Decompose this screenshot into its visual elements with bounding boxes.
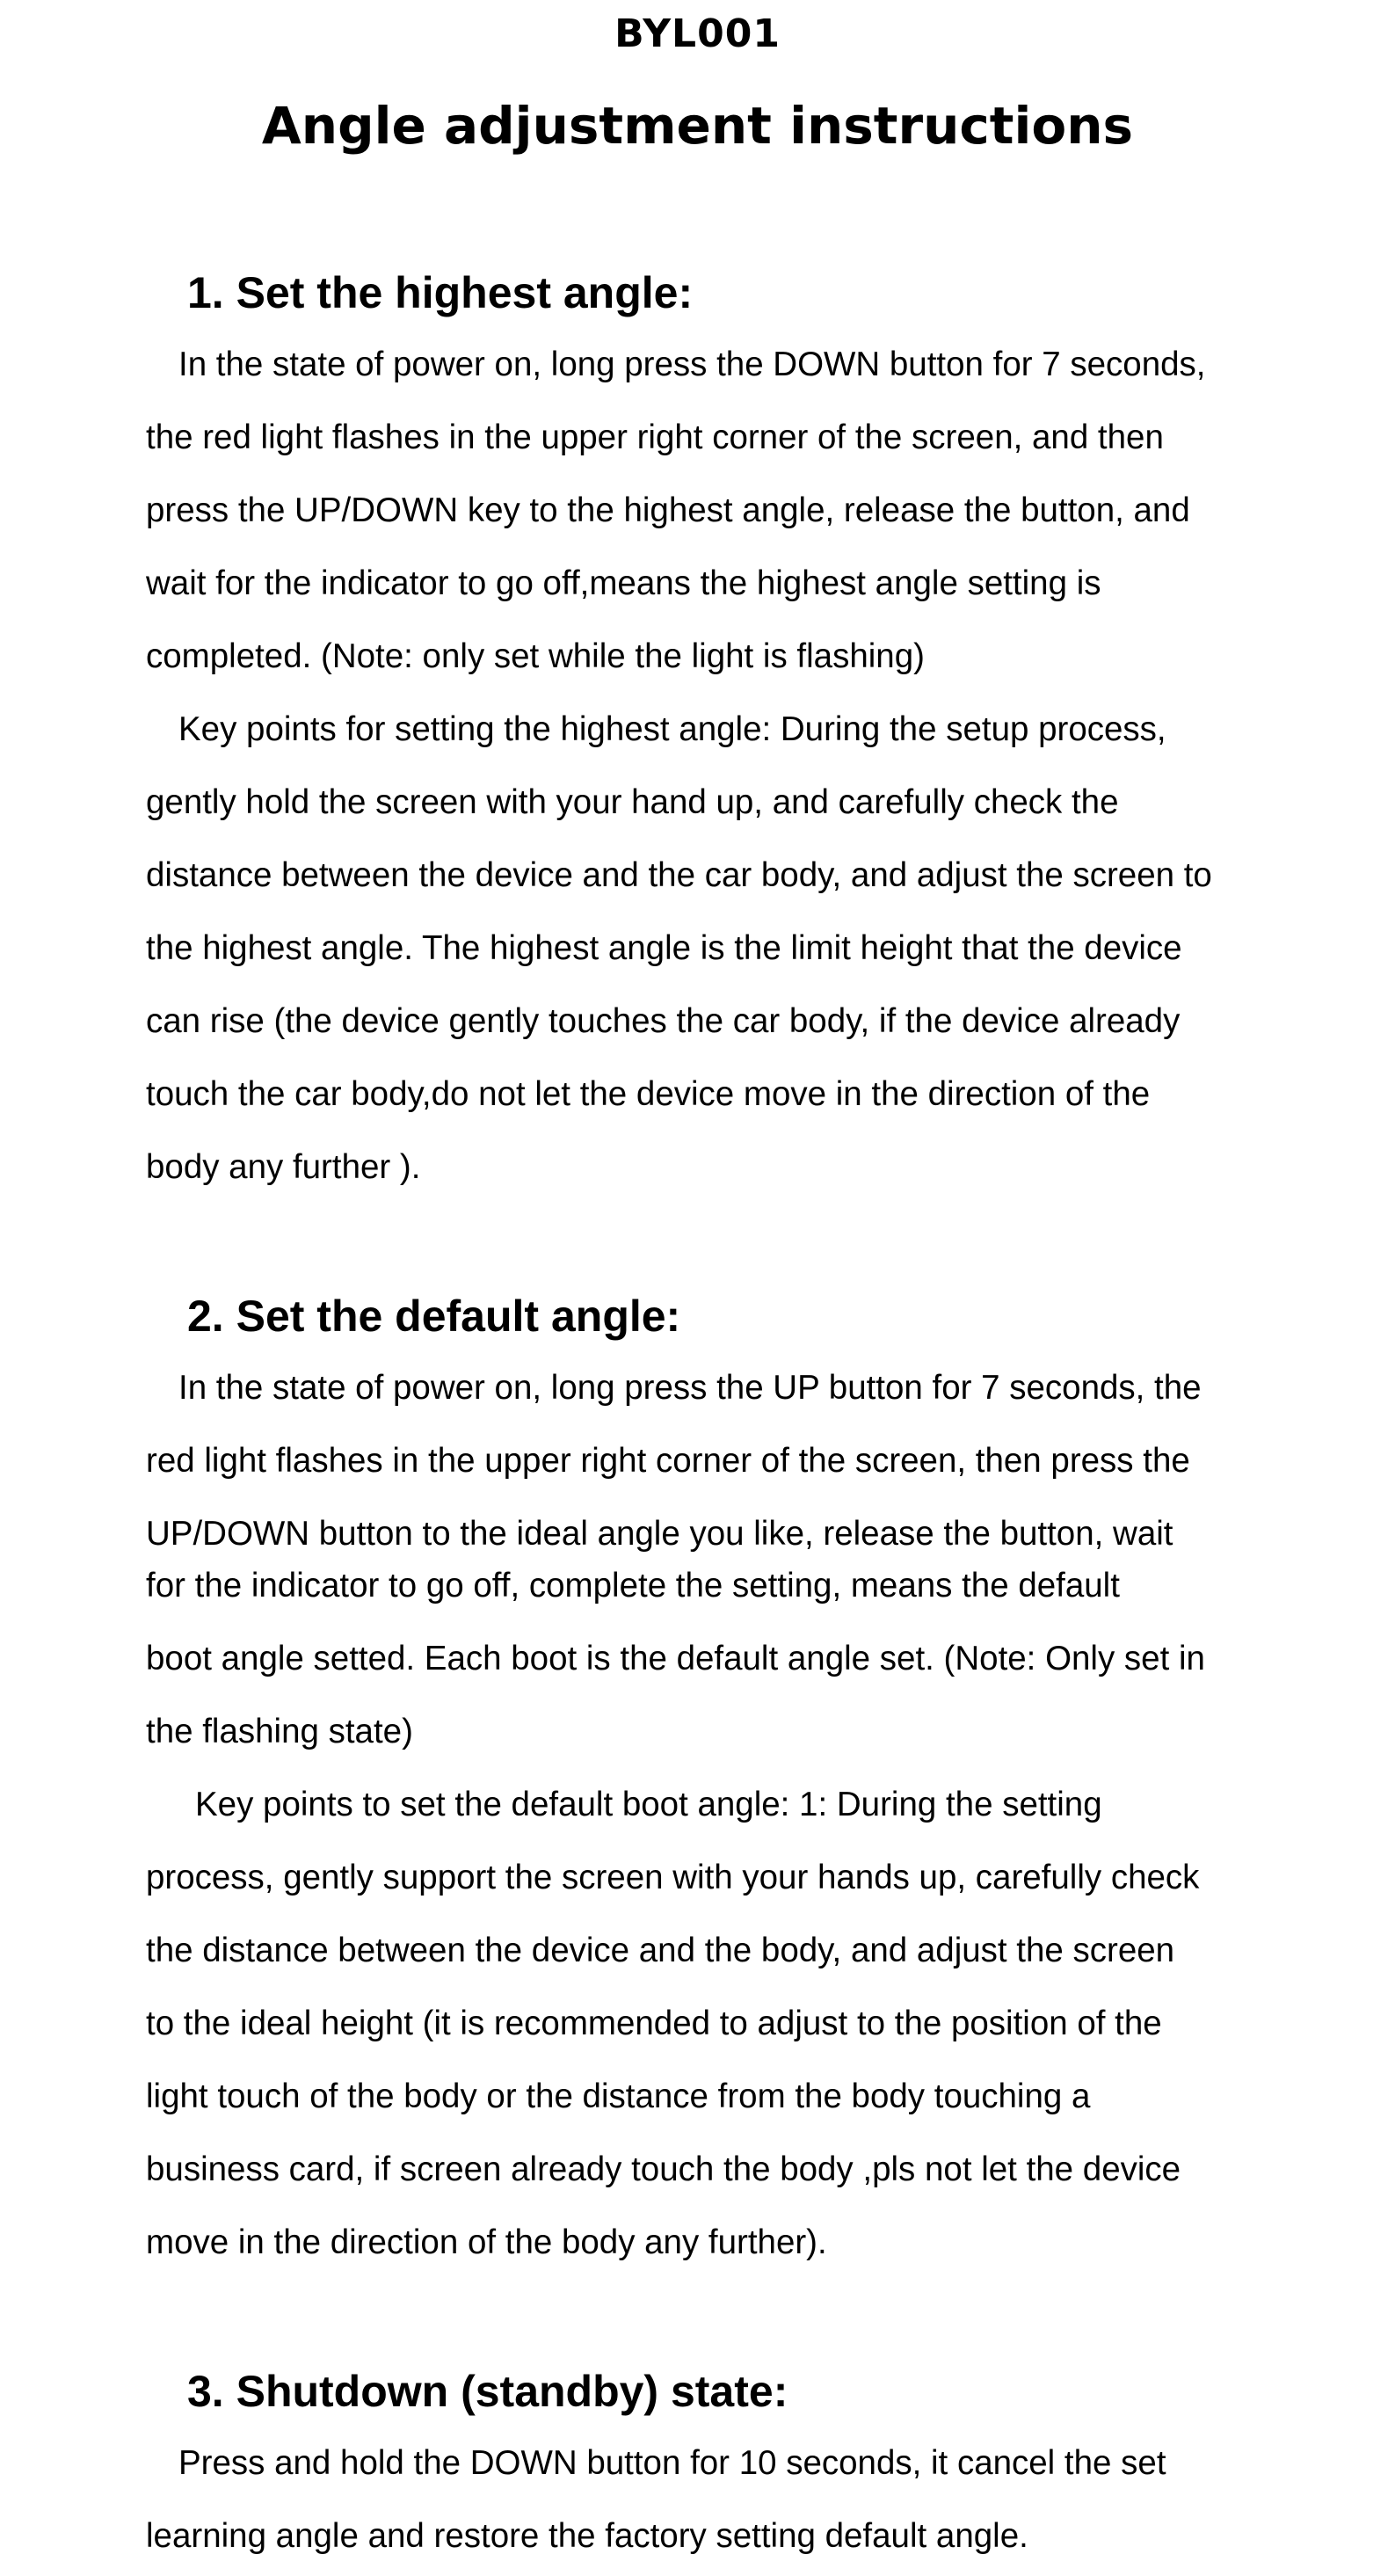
page-title: Angle adjustment instructions: [261, 96, 1134, 156]
text-line: the red light flashes in the upper right corner of the screen, and then: [146, 418, 1164, 456]
section-heading: 2. Set the default angle:: [187, 1292, 681, 1341]
text-line: the distance between the device and the body, and adjust the screen: [146, 1932, 1175, 1969]
text-line: In the state of power on, long press the DOWN button for 7 seconds,: [178, 346, 1206, 383]
text-line: boot angle setted. Each boot is the default angle set. (Note: Only set in: [146, 1640, 1205, 1677]
text-line: UP/DOWN button to the ideal angle you like, release the button, wait: [146, 1515, 1173, 1553]
text-line: can rise (the device gently touches the car body, if the device already: [146, 1002, 1181, 1040]
text-line: Press and hold the DOWN button for 10 seconds, it cancel the set: [178, 2444, 1166, 2482]
text-line: learning angle and restore the factory setting default angle.: [146, 2517, 1028, 2555]
text-line: for the indicator to go off, complete the setting, means the default: [146, 1567, 1120, 1605]
text-line: the highest angle. The highest angle is the limit height that the device: [146, 929, 1182, 967]
text-line: wait for the indicator to go off,means the highest angle setting is: [146, 564, 1101, 602]
text-line: move in the direction of the body any further).: [146, 2223, 827, 2261]
model-number: BYL001: [614, 11, 781, 56]
text-line: red light flashes in the upper right corner of the screen, then press the: [146, 1442, 1190, 1480]
text-line: body any further ).: [146, 1148, 421, 1186]
text-line: process, gently support the screen with your hands up, carefully check: [146, 1859, 1200, 1896]
section-heading: 1. Set the highest angle:: [187, 268, 694, 317]
section-heading: 3. Shutdown (standby) state:: [187, 2367, 788, 2416]
text-line: touch the car body,do not let the device move in the direction of the: [146, 1075, 1151, 1113]
text-line: Key points to set the default boot angle: 1: During the setting: [195, 1786, 1102, 1823]
text-line: In the state of power on, long press the UP button for 7 seconds, the: [178, 1369, 1202, 1407]
text-line: light touch of the body or the distance from the body touching a: [146, 2078, 1091, 2115]
text-line: press the UP/DOWN key to the highest angle, release the button, and: [146, 491, 1190, 529]
text-line: Key points for setting the highest angle: During the setup process,: [178, 710, 1166, 748]
text-line: the flashing state): [146, 1713, 413, 1750]
text-line: to the ideal height (it is recommended to adjust to the position of the: [146, 2005, 1162, 2042]
text-line: gently hold the screen with your hand up, and carefully check the: [146, 783, 1119, 821]
text-line: business card, if screen already touch the body ,pls not let the device: [146, 2150, 1181, 2188]
text-line: distance between the device and the car body, and adjust the screen to: [146, 856, 1212, 894]
text-line: completed. (Note: only set while the light is flashing): [146, 637, 925, 675]
